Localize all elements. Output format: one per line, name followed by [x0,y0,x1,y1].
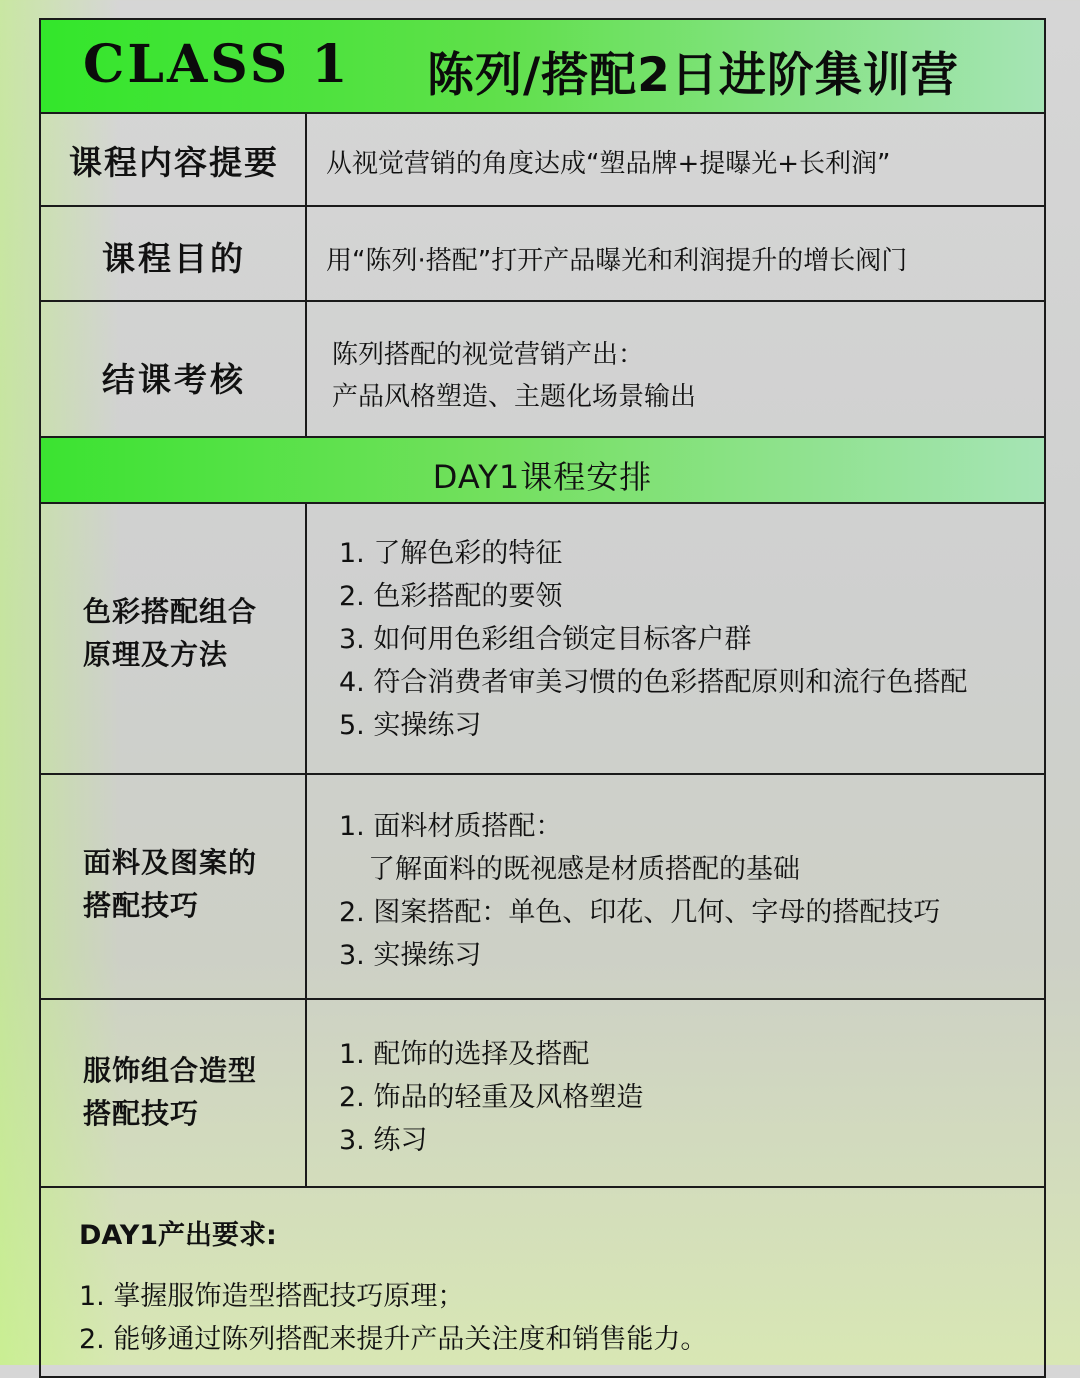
module-color [41,504,1044,775]
summary-row [41,114,1044,207]
assessment-label-cell [41,302,307,436]
assessment-row [41,302,1044,438]
assessment-label: 结课考核 [102,360,246,399]
summary-label-cell [41,114,307,205]
purpose-label: 课程目的 [102,239,246,278]
list-item: 1. 面料材质搭配： [339,811,563,842]
module-label-line: 服饰组合造型 [83,1054,258,1087]
purpose-text: 用“陈列·搭配”打开产品曝光和利润提升的增长阀门 [326,246,908,276]
list-item: 2. 图案搭配：单色、印花、几何、字母的搭配技巧 [339,897,941,928]
assessment-line: 产品风格塑造、主题化场景输出 [332,382,697,412]
module-label-cell [41,504,307,773]
list-item: 4. 符合消费者审美习惯的色彩搭配原则和流行色搭配 [339,667,968,698]
day-title: DAY1课程安排 [432,458,653,496]
output-heading: DAY1产出要求: [79,1220,277,1251]
list-item: 3. 如何用色彩组合锁定目标客户群 [339,624,752,655]
module-label-line: 搭配技巧 [83,889,200,922]
list-item: 3. 实操练习 [339,940,482,971]
list-item: 2. 色彩搭配的要领 [339,581,563,612]
module-label-line: 原理及方法 [83,638,229,671]
assessment-line: 陈列搭配的视觉营销产出： [332,340,645,370]
purpose-row [41,207,1044,302]
module-accessories [41,1000,1044,1188]
module-label-line: 搭配技巧 [83,1097,200,1130]
module-fabric [41,775,1044,1000]
list-item: 5. 实操练习 [339,710,482,741]
title-bar [41,20,1044,114]
module-label-cell [41,1000,307,1186]
module-label-cell [41,775,307,998]
course-table [39,18,1046,1378]
purpose-label-cell [41,207,307,300]
list-item: 2. 饰品的轻重及风格塑造 [339,1082,644,1113]
output-item: 1. 掌握服饰造型搭配技巧原理； [79,1281,465,1312]
list-item: 3. 练习 [339,1125,428,1156]
list-item: 1. 了解色彩的特征 [339,538,563,569]
list-item: 1. 配饰的选择及搭配 [339,1039,590,1070]
list-item: 了解面料的既视感是材质搭配的基础 [368,854,800,885]
module-label-line: 色彩搭配组合 [83,595,258,628]
output-item: 2. 能够通过陈列搭配来提升产品关注度和销售能力。 [79,1324,708,1355]
camp-title: 陈列/搭配2日进阶集训营 [427,48,959,103]
module-label-line: 面料及图案的 [83,846,258,879]
day-schedule-bar [41,438,1044,504]
summary-label: 课程内容提要 [69,143,279,182]
summary-text: 从视觉营销的角度达成“塑品牌+提曝光+长利润” [326,149,891,179]
class-label: CLASS 1 [83,34,351,95]
